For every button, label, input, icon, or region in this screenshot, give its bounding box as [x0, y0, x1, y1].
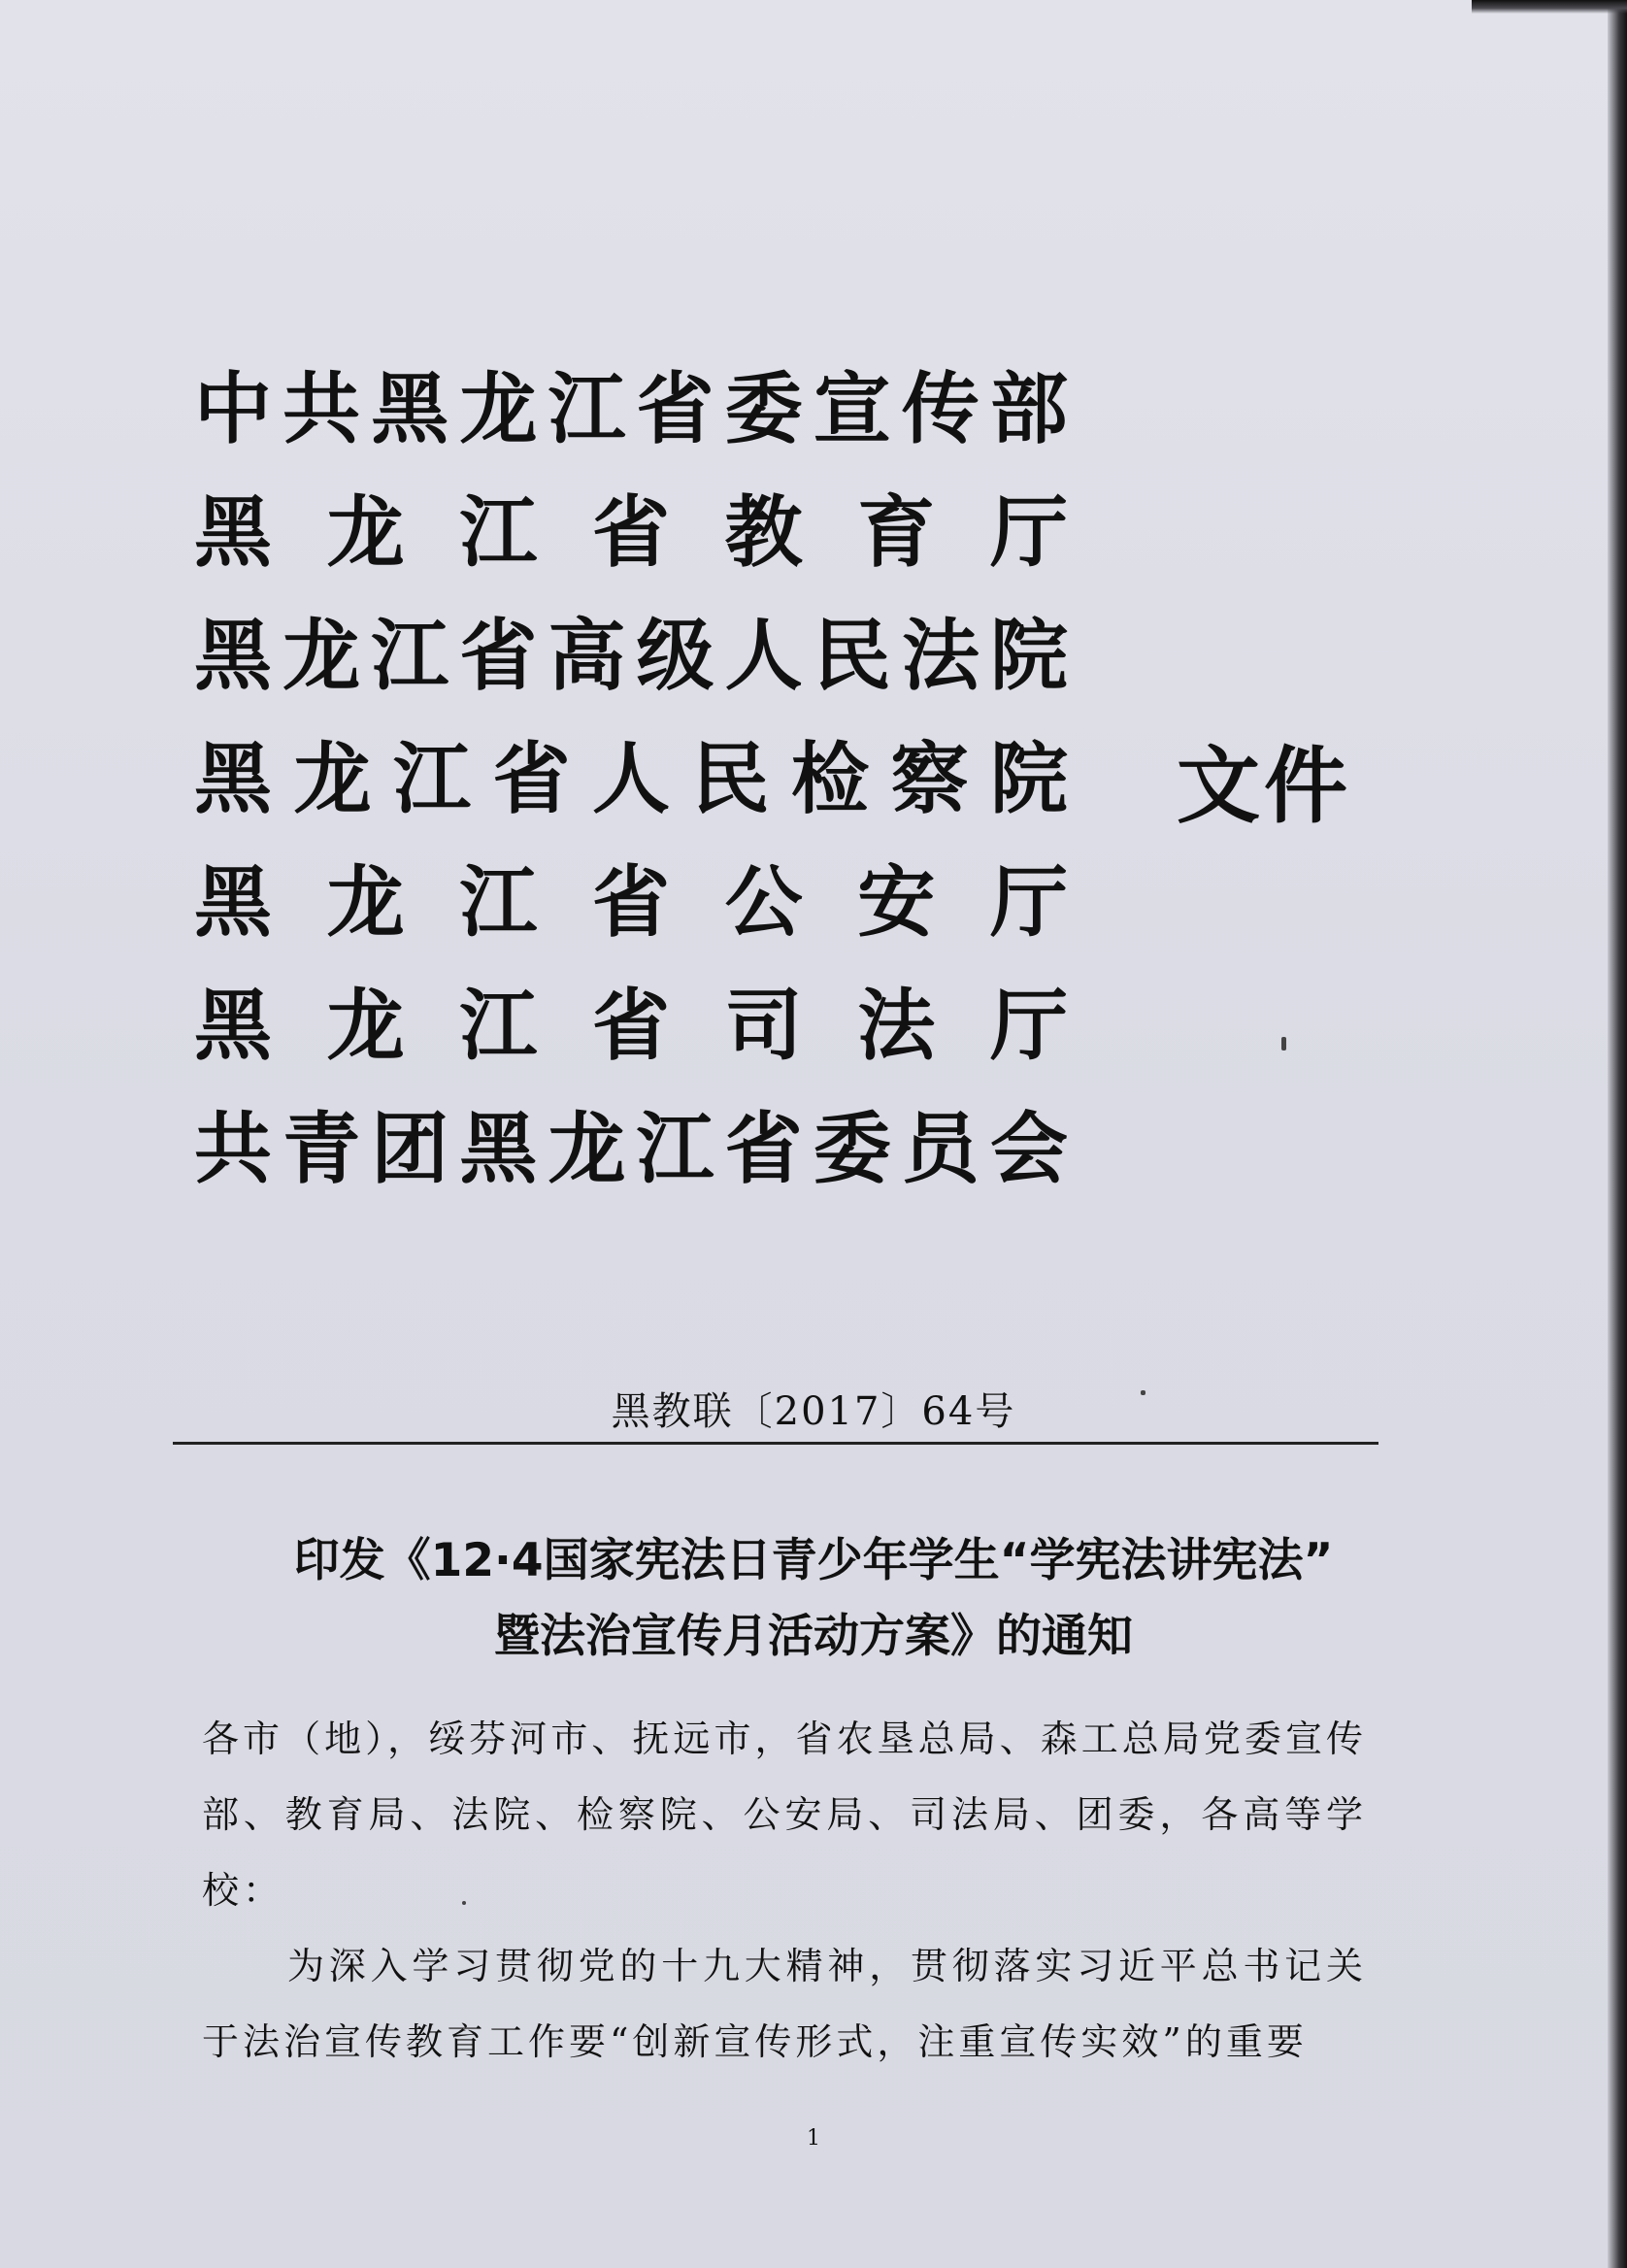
header-divider [173, 1442, 1378, 1445]
document-title-line-1: 印发《12·4国家宪法日青少年学生“学宪法讲宪法” [293, 1534, 1334, 1587]
document-number: 黑教联〔2017〕64号 [611, 1389, 1016, 1434]
issuer-name: 黑 龙 江 省 公 安 厅 [194, 856, 1068, 948]
addressee-text: 各市（地），绥芬河市、抚远市，省农垦总局、森工总局党委宣传部、教育局、法院、检察院、公安局、司法局、团委，各高等学校： [202, 1718, 1367, 1912]
issuer-name: 黑 龙 江 省 人 民 检 察 院 [194, 733, 1068, 824]
body-paragraph-text: 为深入学习贯彻党的十九大精神，贯彻落实习近平总书记关于法治宣传教育工作要“创新宣传形式，注重宣传实效”的重要 [202, 1945, 1367, 2063]
addressee [202, 1701, 1367, 1928]
scan-edge-top [1472, 0, 1627, 14]
issuer-list [194, 348, 1068, 1211]
issuer-name: 中 共 黑 龙 江 省 委 宣 传 部 [194, 363, 1068, 454]
page-number: 1 [807, 2126, 820, 2151]
issuer-name: 黑 龙 江 省 高 级 人 民 法 院 [194, 610, 1068, 701]
scan-speck [1281, 1037, 1286, 1051]
document-title-line-2: 暨法治宣传月活动方案》的通知 [494, 1610, 1133, 1663]
issuer-name: 共 青 团 黑 龙 江 省 委 员 会 [194, 1103, 1068, 1194]
issuer-name: 黑 龙 江 省 司 法 厅 [194, 980, 1068, 1071]
document-type-label: 文件 [1177, 738, 1351, 835]
scan-edge [1608, 0, 1627, 2268]
body-paragraph [202, 1928, 1367, 2080]
issuer-name: 黑 龙 江 省 教 育 厅 [194, 486, 1068, 578]
